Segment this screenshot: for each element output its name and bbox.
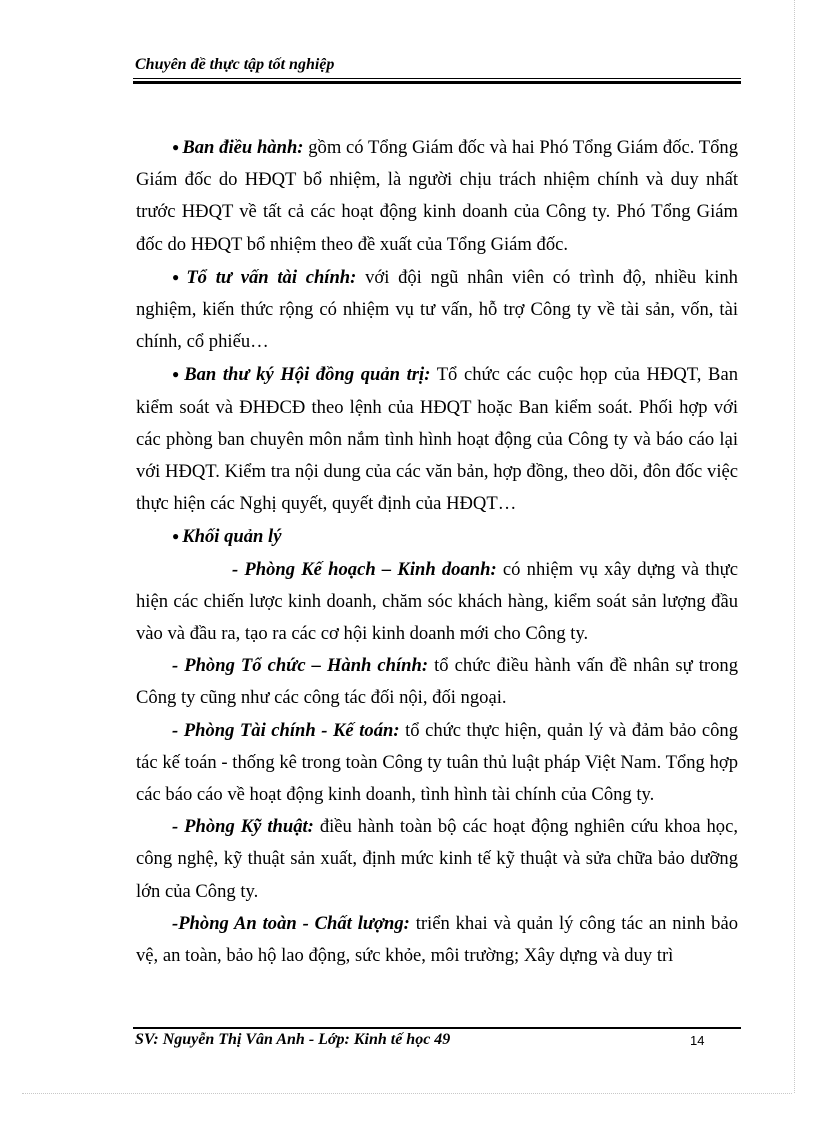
department-to-chuc (136, 650, 738, 714)
footer-student-info: SV: Nguyễn Thị Vân Anh - Lớp: Kinh tế học 49 (135, 1031, 451, 1048)
department-text: tổ chức thực hiện, quản lý và đảm bảo công tác kế toán - thống kê trong toàn Công ty tuân thủ luật pháp Việt Nam. Tổng hợp các báo cáo về hoạt động kinh doanh, tình hình tài chính của Công ty. (136, 719, 738, 806)
document-body (136, 131, 738, 972)
department-ke-hoach (136, 554, 738, 651)
department-heading: - Phòng Tổ chức – Hành chính: (172, 655, 429, 677)
bullet-icon: ● (172, 140, 180, 154)
paragraph-heading: Ban điều hành: (182, 137, 304, 158)
department-heading: -Phòng An toàn - Chất lượng: (172, 912, 410, 934)
department-text: tổ chức điều hành vấn đề nhân sự trong Công ty cũng như các công tác đối nội, đối ngoại. (136, 655, 738, 709)
page-border-bottom (22, 1093, 792, 1094)
section-khoi-quan-ly (136, 520, 738, 553)
department-tai-chinh (136, 715, 738, 812)
bullet-icon: ● (172, 367, 182, 382)
paragraph-text: Tổ chức các cuộc họp của HĐQT, Ban kiểm soát và ĐHĐCĐ theo lệnh của HĐQT hoặc Ban kiểm soát. Phối hợp với các phòng ban chuyên môn nắm tình hình hoạt động của Công ty và báo cáo lại với HĐQT. Kiểm tra nội dung của các văn bản, hợp đồng, theo dõi, đôn đốc việc thực hiện các Nghị quyết, quyết định của HĐQT… (136, 364, 738, 515)
bullet-icon: ● (172, 269, 184, 284)
department-heading: - Phòng Tài chính - Kế toán: (172, 719, 400, 741)
footer-rule (133, 1027, 741, 1029)
department-text: triển khai và quản lý công tác an ninh bảo vệ, an toàn, bảo hộ lao động, sức khỏe, môi trường; Xây dựng và duy trì (136, 912, 738, 967)
paragraph-to-tu-van (136, 261, 738, 359)
section-heading: Khối quản lý (182, 526, 282, 548)
department-an-toan (136, 908, 738, 972)
paragraph-ban-dieu-hanh (136, 131, 738, 261)
paragraph-heading: Tổ tư vấn tài chính: (186, 266, 357, 288)
department-text: điều hành toàn bộ các hoạt động nghiên cứu khoa học, công nghệ, kỹ thuật sản xuất, định mức kinh tế kỹ thuật và sửa chữa bảo dưỡng lớn của Công ty. (136, 816, 738, 902)
header-rule (133, 78, 741, 84)
bullet-icon: ● (172, 529, 180, 544)
paragraph-text: với đội ngũ nhân viên có trình độ, nhiều kinh nghiệm, kiến thức rộng có nhiệm vụ tư vấn, hỗ trợ Công ty về tài sản, vốn, tài chính, cổ phiếu… (136, 266, 738, 353)
department-heading: - Phòng Kỹ thuật: (172, 816, 314, 838)
paragraph-heading: Ban thư ký Hội đồng quản trị: (184, 364, 431, 386)
page-border-right (794, 0, 795, 1093)
paragraph-text: gồm có Tổng Giám đốc và hai Phó Tổng Giám đốc. Tổng Giám đốc do HĐQT bổ nhiệm, là người chịu trách nhiệm chính và duy nhất trước HĐQT về tất cả các hoạt động kinh doanh của Công ty. Phó Tổng Giám đốc do HĐQT bổ nhiệm theo đề xuất của Tổng Giám đốc. (136, 137, 739, 255)
department-text: có nhiệm vụ xây dựng và thực hiện các chiến lược kinh doanh, chăm sóc khách hàng, kiểm soát sản lượng đầu vào và đầu ra, tạo ra các cơ hội kinh doanh mới cho Công ty. (136, 558, 738, 645)
paragraph-ban-thu-ky (136, 358, 738, 520)
department-heading: - Phòng Kế hoạch – Kinh doanh: (232, 558, 497, 580)
page-number: 14 (690, 1033, 705, 1048)
department-ky-thuat (136, 811, 738, 908)
page-header-title: Chuyên đề thực tập tốt nghiệp (135, 56, 335, 73)
